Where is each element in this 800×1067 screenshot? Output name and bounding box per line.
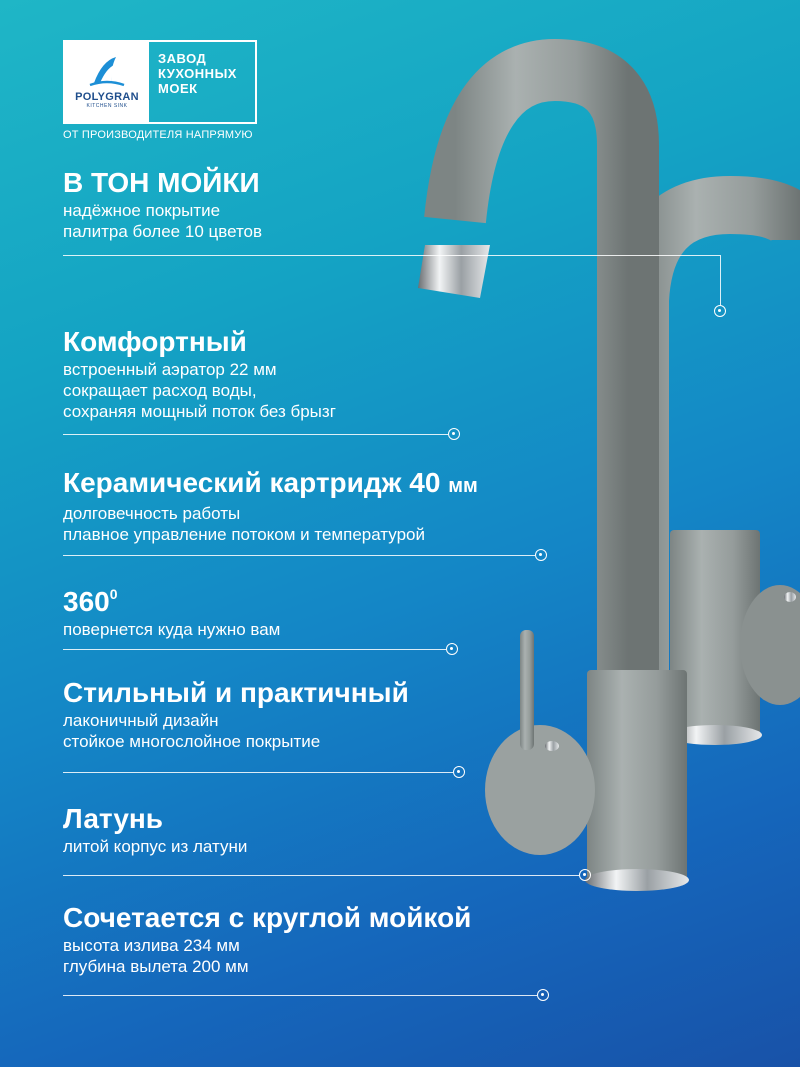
feature-title: Комфортный — [63, 326, 247, 357]
feature-line: лаконичный дизайн — [63, 711, 219, 730]
brand-logo — [63, 40, 257, 124]
feature-line: надёжное покрытие — [63, 201, 221, 220]
feature-title: Сочетается с круглой мойкой — [63, 902, 472, 933]
divider — [63, 772, 453, 773]
feature-line: встроенный аэратор 22 мм — [63, 360, 277, 379]
feature-title: Стильный и практичный — [63, 677, 409, 708]
feature-title-unit: мм — [448, 475, 478, 497]
feature-stylish — [63, 676, 409, 752]
pointer-dot — [537, 989, 549, 1001]
feature-line: повернется куда нужно вам — [63, 620, 281, 639]
feature-round-sink — [63, 901, 471, 977]
logo-line: МОЕК — [158, 81, 198, 96]
feature-brass — [63, 802, 247, 857]
feature-line: глубина вылета 200 мм — [63, 957, 249, 976]
feature-line: высота излива 234 мм — [63, 936, 240, 955]
feature-title: Латунь — [63, 803, 164, 834]
pointer-dot — [448, 428, 460, 440]
pointer-dot — [714, 305, 726, 317]
feature-line: палитра более 10 цветов — [63, 222, 263, 241]
feature-title — [63, 577, 280, 619]
pointer-dot — [446, 643, 458, 655]
feature-rotation — [63, 577, 280, 640]
feature-cartridge — [63, 466, 478, 545]
sail-icon — [88, 55, 126, 89]
logo-mark — [65, 42, 149, 122]
pointer-dot — [453, 766, 465, 778]
pointer-dot — [579, 869, 591, 881]
divider — [63, 649, 446, 650]
feature-title — [63, 466, 478, 503]
divider — [63, 255, 720, 256]
feature-title-text: Керамический картридж 40 — [63, 467, 441, 498]
feature-title-sup: 0 — [109, 586, 118, 602]
feature-title: В ТОН МОЙКИ — [63, 167, 260, 198]
divider — [63, 555, 535, 556]
logo-text — [149, 42, 255, 122]
divider-connector — [720, 255, 721, 305]
tagline: ОТ ПРОИЗВОДИТЕЛЯ НАПРЯМУЮ — [63, 129, 253, 141]
logo-line: КУХОННЫХ — [158, 66, 237, 81]
feature-line: плавное управление потоком и температурой — [63, 525, 425, 544]
feature-line: стойкое многослойное покрытие — [63, 732, 321, 751]
logo-line: ЗАВОД — [158, 51, 207, 66]
feature-line: сокращает расход воды, — [63, 381, 257, 400]
feature-line: долговечность работы — [63, 504, 241, 523]
feature-line: сохраняя мощный поток без брызг — [63, 402, 336, 421]
pointer-dot — [535, 549, 547, 561]
logo-brand-sub: KITCHEN SINK — [86, 103, 128, 109]
feature-comfortable — [63, 325, 336, 422]
divider — [63, 875, 579, 876]
logo-brand-name: POLYGRAN — [75, 91, 139, 103]
feature-title-text: 360 — [63, 586, 110, 617]
divider — [63, 995, 537, 996]
feature-color-match — [63, 166, 262, 242]
feature-line: литой корпус из латуни — [63, 837, 248, 856]
divider — [63, 434, 448, 435]
